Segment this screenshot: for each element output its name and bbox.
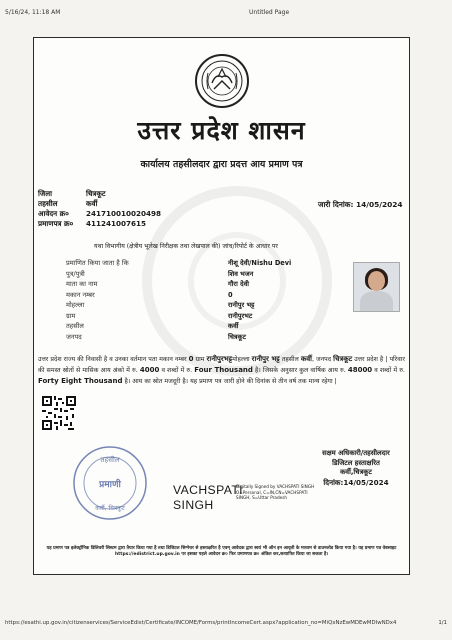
print-page-title: Untitled Page (249, 9, 290, 16)
field-row: पुत्र/पुत्री शिव भजन (66, 269, 254, 278)
field-row: ग्राम रानीपुरभट (66, 311, 253, 320)
field-row: माता का नाम गौरा देवी (66, 280, 249, 288)
seal-bottom-text: कर्वी, चित्रकूट (95, 505, 125, 512)
income-statement: उत्तर प्रदेश राज्य की निवासी है व उनका वर्तमान पता मकान नम्बर 0 ग्राम रानीपुरभट्टमोहल्ला रानीपुर भट्ट तहसील कर्वी, जनपद चित्रकूट उत्तर प्रदेश है | परिवार की समस्त स्रोतों से मासिक आय अंको में रु. 4000 व शब्दों में रु. Four Thousand है। जिसके अनुसार कुल वार्षिक आय रु. 48000 व शब्दों में रु. Forty Eight Thousand है। आय का स्रोत मजदूरी है। यह प्रमाण पत्र जारी होने की दिनांक से तीन वर्ष तक मान्य रहेगा | (38, 355, 405, 386)
meta-row-district: जिला चित्रकूट (38, 189, 106, 198)
government-title: उत्तर प्रदेश शासन (137, 116, 306, 145)
meta-row-application-no: आवेदन क्र० 241710010020498 (38, 209, 162, 218)
print-page-count: 1/1 (438, 620, 447, 626)
qr-code-icon (42, 396, 76, 430)
print-datetime: 5/16/24, 11:18 AM (5, 9, 61, 16)
officer-place: कर्वी,चित्रकूट (340, 468, 372, 477)
field-row: तहसील कर्वी (66, 322, 239, 330)
officer-date: दिनांक:14/05/2024 (323, 477, 389, 487)
competent-officer-block (306, 449, 406, 487)
seal-middle-text: प्रमाणी (99, 480, 121, 490)
verification-footer-note: यह प्रमाण पत्र इलेक्ट्रॉनिक डिलिवरी सिस्टम द्वारा तैयार किया गया है तथा डिजिटल सिग्नेचर से हस्ताक्षरित है एवम् आवेदक द्वारा स्वयं भी ऑन इन आवृती के माध्यम से डाउनलोड किया गया है। यह प्रमाण पत्र वेबसाइट https://edistrict.up.gov.in पर इसका पहले आवेदन क्र० फिर प्रमाणपत्र क्र० अंकित कर,सत्यापित किया जा सकता है। (46, 546, 397, 558)
applicant-photo (353, 262, 400, 312)
meta-row-certificate-no: प्रमाणपत्र क्र० 411241007615 (38, 219, 147, 228)
up-state-emblem-icon (194, 53, 250, 109)
officer-signed-status: डिजिटल हस्ताक्षरित (332, 458, 380, 467)
digital-signature-name: VACHSPATI SINGH (173, 483, 243, 512)
field-row: प्रमाणित किया जाता है कि नीशू देवी/Nishu Devi (66, 259, 292, 267)
officer-title: सक्षम अधिकारी/तहसीलदार (322, 449, 390, 457)
intro-line: यथा विभागीय (क्षेत्रीय भूलेख निरीक्षक तथा लेखपाल की) जांच/रिपोर्ट के आधार पर (94, 243, 278, 250)
field-row: जनपद चित्रकूट (66, 332, 246, 341)
applicant-fields (66, 258, 291, 342)
income-certificate (33, 37, 410, 575)
print-url: https://esathi.up.gov.in/citizenservices/ServiceEdist/Certificate/INCOME/Forms/printIncomeCert.aspx?application_no=MiQxNzEwMDEwMDIwNDx4 (5, 620, 397, 626)
browser-print-header (5, 9, 447, 19)
certificate-meta (38, 189, 161, 229)
issue-date: जारी दिनांक: 14/05/2024 (318, 200, 403, 209)
field-row: मकान नम्बर 0 (66, 290, 233, 299)
meta-row-tehsil: तहसील कर्वी (38, 199, 98, 208)
tehsil-seal-stamp (71, 444, 149, 522)
seal-top-text: तहसील (100, 456, 120, 464)
digital-signature-details: Digitally Signed by VACHSPATI SINGH O=Personal, C=IN,CN=VACHSPATI SINGH, S=Uttar Pradesh (236, 484, 315, 501)
field-row: मोहल्ला रानीपुर भट्ट (66, 301, 255, 309)
certificate-subtitle: कार्यालय तहसीलदार द्वारा प्रदत्त आय प्रमाण पत्र (140, 159, 303, 170)
browser-print-footer (5, 620, 447, 630)
